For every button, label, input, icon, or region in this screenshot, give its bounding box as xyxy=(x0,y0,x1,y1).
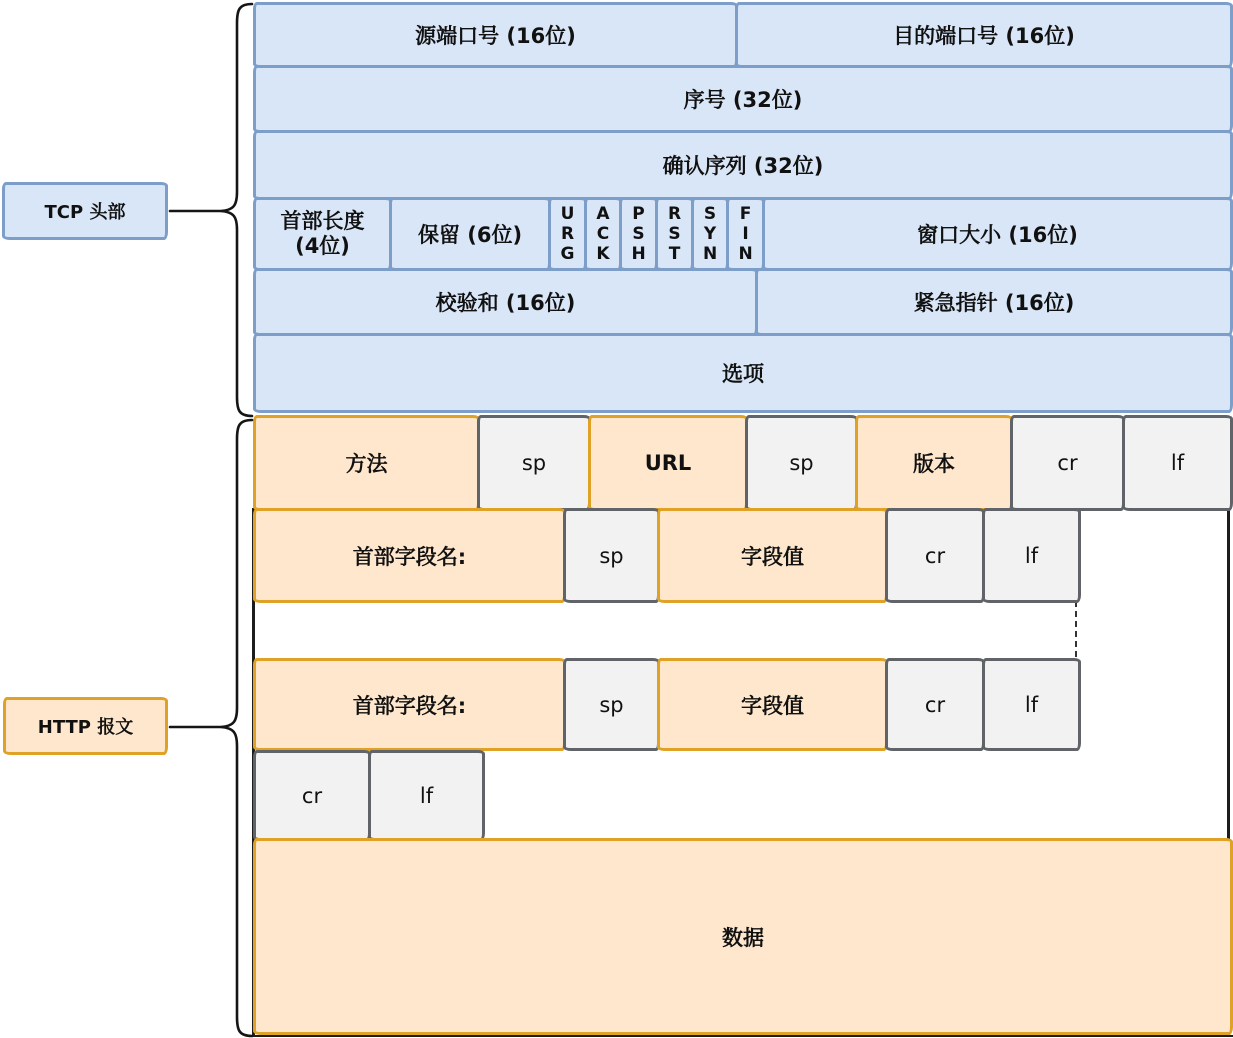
http-lf-box-1 xyxy=(1122,415,1233,511)
http-sp-box-1 xyxy=(477,415,591,511)
http-header-sp-box-1 xyxy=(563,508,660,603)
tcp-options-field xyxy=(253,333,1233,413)
tcp-urgent-pointer-field xyxy=(755,268,1233,336)
http-sp-text-1: sp xyxy=(521,451,547,475)
http-header-cr-box-1 xyxy=(885,508,985,603)
tcp-ack-sequence-text: 确认序列 (32位) xyxy=(662,154,824,178)
http-header-cr-text-2: cr xyxy=(924,692,946,717)
tcp-flag-rst-text: RST xyxy=(667,204,682,264)
continuation-dashed-line xyxy=(1075,601,1077,657)
http-lf-text-1: lf xyxy=(1170,451,1185,475)
tcp-header-length-field xyxy=(253,197,392,271)
tcp-flag-psh-text: PSH xyxy=(631,204,646,264)
tcp-flag-urg-text: URG xyxy=(560,204,575,264)
http-blank-lf-text: lf xyxy=(419,783,434,808)
http-header-value-box-2 xyxy=(657,658,888,751)
http-header-lf-text-1: lf xyxy=(1024,543,1039,568)
http-cr-box-1 xyxy=(1010,415,1125,511)
tcp-checksum-field xyxy=(253,268,758,336)
http-blank-cr-text: cr xyxy=(301,783,323,808)
tcp-flag-syn-text: SYN xyxy=(703,204,718,264)
tcp-options-text: 选项 xyxy=(722,362,764,386)
tcp-source-port-text: 源端口号 (16位) xyxy=(415,24,576,48)
http-method-box xyxy=(253,415,480,511)
tcp-header-length-line2: (4位) xyxy=(295,234,350,258)
http-cr-text-1: cr xyxy=(1057,451,1078,475)
http-body-text: 数据 xyxy=(722,925,764,950)
http-header-value-text-2: 字段值 xyxy=(741,693,804,718)
http-blank-cr-box xyxy=(253,750,371,841)
tcp-reserved-text: 保留 (6位) xyxy=(417,223,523,247)
tcp-flag-urg xyxy=(548,197,587,271)
tcp-brace-curve xyxy=(221,4,252,416)
http-version-text: 版本 xyxy=(913,452,955,476)
tcp-flag-ack xyxy=(584,197,622,271)
tcp-dest-port-text: 目的端口号 (16位) xyxy=(893,24,1075,48)
tcp-header-length-text xyxy=(281,209,365,259)
http-message-label-text: HTTP 报文 xyxy=(37,717,134,738)
tcp-checksum-text: 校验和 (16位) xyxy=(435,291,576,315)
http-header-name-text-1: 首部字段名: xyxy=(352,544,467,569)
tcp-source-port-field xyxy=(253,2,738,68)
tcp-dest-port-field xyxy=(735,2,1233,68)
tcp-flag-fin xyxy=(726,197,765,271)
http-sp-text-2: sp xyxy=(789,451,814,475)
http-header-sp-box-2 xyxy=(563,658,660,751)
http-header-sp-text-1: sp xyxy=(599,543,624,568)
tcp-ack-sequence-field xyxy=(253,130,1233,200)
http-header-cr-text-1: cr xyxy=(924,543,946,568)
http-header-lf-text-2: lf xyxy=(1024,692,1039,717)
tcp-flag-rst xyxy=(655,197,694,271)
http-url-text: URL xyxy=(644,451,692,475)
tcp-sequence-field xyxy=(253,65,1233,133)
http-url-box xyxy=(588,415,748,511)
http-header-lf-box-1 xyxy=(982,508,1081,603)
http-brace-curve xyxy=(221,420,252,1036)
http-header-cr-box-2 xyxy=(885,658,985,751)
http-header-name-box-2 xyxy=(253,658,566,751)
tcp-sequence-text: 序号 (32位) xyxy=(683,88,803,112)
tcp-window-size-field xyxy=(762,197,1233,271)
tcp-urgent-pointer-text: 紧急指针 (16位) xyxy=(913,291,1075,315)
http-message-label xyxy=(3,697,168,755)
http-header-lf-box-2 xyxy=(982,658,1081,751)
http-blank-lf-box xyxy=(368,750,485,841)
tcp-header-label-text: TCP 头部 xyxy=(44,202,126,223)
http-method-text: 方法 xyxy=(345,452,388,476)
tcp-window-size-text: 窗口大小 (16位) xyxy=(917,223,1078,247)
tcp-flag-syn xyxy=(691,197,729,271)
tcp-flag-ack-text: ACK xyxy=(596,204,610,264)
tcp-reserved-field xyxy=(389,197,551,271)
tcp-header-label xyxy=(2,182,168,240)
tcp-header-length-line1: 首部长度 xyxy=(280,209,365,233)
http-header-value-text-1: 字段值 xyxy=(741,544,804,569)
tcp-flag-psh xyxy=(619,197,658,271)
http-outer-bottom-border xyxy=(253,1035,1233,1037)
http-version-box xyxy=(855,415,1013,511)
http-header-name-text-2: 首部字段名: xyxy=(352,693,467,718)
http-header-value-box-1 xyxy=(657,508,888,603)
http-header-sp-text-2: sp xyxy=(599,692,624,717)
http-body-box xyxy=(253,838,1233,1035)
http-sp-box-2 xyxy=(745,415,858,511)
http-header-name-box-1 xyxy=(253,508,566,603)
tcp-flag-fin-text: FIN xyxy=(738,204,753,264)
